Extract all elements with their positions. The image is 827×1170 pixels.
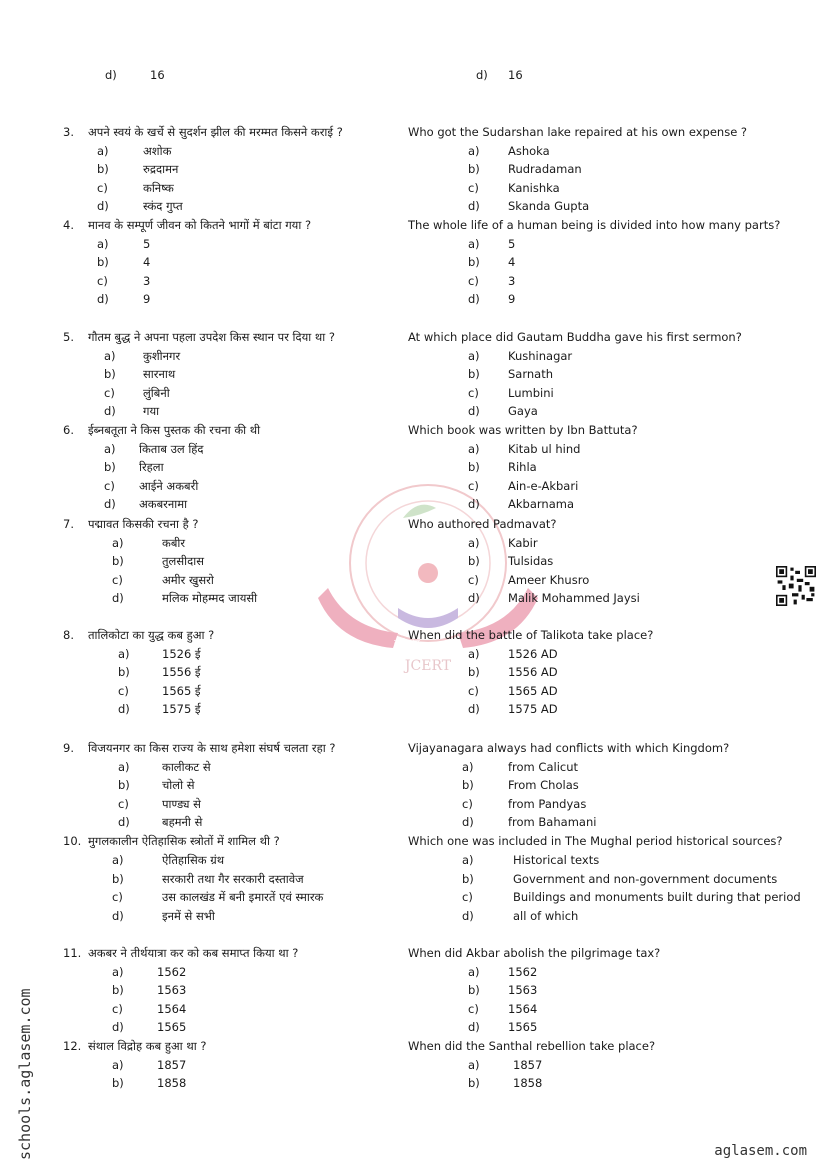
question-text-english: When did the Santhal rebellion take place? xyxy=(408,1039,656,1053)
option-letter-hindi: d) xyxy=(104,404,116,419)
option-letter-hindi: a) xyxy=(104,441,116,456)
option-letter-english: a) xyxy=(468,964,480,979)
question-text-hindi: तालिकोटा का युद्ध कब हुआ ? xyxy=(88,628,215,642)
option-letter-english: d) xyxy=(468,591,480,606)
option-text-english: Kanishka xyxy=(508,180,560,195)
option-text-hindi: उस कालखंड में बनी इमारतें एवं स्मारक xyxy=(162,890,324,905)
watermark-text: नवोन्मेष xyxy=(394,639,420,649)
option-text-english: Kabir xyxy=(508,535,538,550)
option-text-hindi: आईने अकबरी xyxy=(139,478,199,493)
option-text-hindi: स्कंद गुप्त xyxy=(143,199,183,214)
question-number: 11. xyxy=(63,946,82,960)
top-option-text-hi: 16 xyxy=(150,68,165,82)
option-letter-hindi: a) xyxy=(104,348,116,363)
option-letter-english: c) xyxy=(462,796,473,811)
option-text-english: Kushinagar xyxy=(508,348,573,363)
option-text-hindi: 1526 ई xyxy=(162,646,201,661)
option-letter-english: a) xyxy=(462,759,474,774)
option-text-english: 1575 AD xyxy=(508,702,558,717)
option-letter-hindi: a) xyxy=(112,964,124,979)
option-letter-english: b) xyxy=(468,162,480,177)
option-letter-english: a) xyxy=(468,143,480,158)
option-letter-hindi: b) xyxy=(97,162,109,177)
question-text-hindi: अकबर ने तीर्थयात्रा कर को कब समाप्त किया था ? xyxy=(88,946,299,960)
option-text-english: 1565 xyxy=(508,1020,538,1035)
option-text-hindi: तुलसीदास xyxy=(162,554,204,569)
option-letter-english: d) xyxy=(462,909,474,924)
option-letter-hindi: a) xyxy=(112,852,124,867)
option-text-hindi: लुंबिनी xyxy=(143,385,170,400)
option-text-english: 1857 xyxy=(513,1057,543,1072)
question-text-english: Which book was written by Ibn Battuta? xyxy=(408,423,638,437)
option-letter-english: c) xyxy=(462,890,473,905)
option-letter-hindi: b) xyxy=(112,983,124,998)
option-letter-english: b) xyxy=(468,460,480,475)
option-letter-hindi: b) xyxy=(112,871,124,886)
option-letter-english: d) xyxy=(468,497,480,512)
option-letter-english: b) xyxy=(468,367,480,382)
option-text-hindi: 9 xyxy=(143,292,151,307)
option-text-english: Ameer Khusro xyxy=(508,572,590,587)
question-number: 4. xyxy=(63,218,74,232)
question-number: 9. xyxy=(63,741,74,755)
option-letter-english: d) xyxy=(462,815,474,830)
question-text-english: Who authored Padmavat? xyxy=(408,517,557,531)
option-letter-english: d) xyxy=(468,404,480,419)
option-text-hindi: 1562 xyxy=(157,964,187,979)
question-text-hindi: संथाल विद्रोह कब हुआ था ? xyxy=(88,1039,207,1053)
question-text-hindi: गौतम बुद्ध ने अपना पहला उपदेश किस स्थान पर दिया था ? xyxy=(88,330,336,344)
option-text-english: Ain-e-Akbari xyxy=(508,478,579,493)
option-text-hindi: ऐतिहासिक ग्रंथ xyxy=(162,852,225,867)
option-letter-english: a) xyxy=(468,535,480,550)
option-letter-hindi: c) xyxy=(104,478,115,493)
option-text-hindi: 1857 xyxy=(157,1057,187,1072)
option-text-english: Skanda Gupta xyxy=(508,199,590,214)
option-text-english: Tulsidas xyxy=(508,554,554,569)
question-number: 5. xyxy=(63,330,74,344)
option-letter-english: b) xyxy=(468,665,480,680)
option-letter-hindi: a) xyxy=(97,143,109,158)
option-text-hindi: अमीर खुसरो xyxy=(162,572,214,587)
option-text-hindi: अकबरनामा xyxy=(139,497,188,512)
option-letter-hindi: c) xyxy=(112,572,123,587)
option-letter-hindi: d) xyxy=(118,815,130,830)
option-text-hindi: 1564 xyxy=(157,1001,187,1016)
option-text-hindi: 3 xyxy=(143,273,151,288)
option-letter-hindi: b) xyxy=(97,255,109,270)
option-letter-english: c) xyxy=(468,478,479,493)
option-text-english: from Bahamani xyxy=(508,815,597,830)
option-letter-english: d) xyxy=(468,702,480,717)
option-text-english: Akbarnama xyxy=(508,497,574,512)
option-text-english: Rudradaman xyxy=(508,162,582,177)
option-text-hindi: 1565 xyxy=(157,1020,187,1035)
option-letter-english: c) xyxy=(468,180,479,195)
question-number: 7. xyxy=(63,517,74,531)
option-letter-english: a) xyxy=(468,1057,480,1072)
question-text-english: The whole life of a human being is divided into how many parts? xyxy=(408,218,781,232)
option-text-hindi: 1563 xyxy=(157,983,187,998)
option-letter-english: d) xyxy=(468,292,480,307)
question-number: 8. xyxy=(63,628,74,642)
option-letter-hindi: c) xyxy=(104,385,115,400)
option-letter-english: b) xyxy=(468,983,480,998)
question-text-english: Vijayanagara always had conflicts with which Kingdom? xyxy=(408,741,730,755)
footer-url: aglasem.com xyxy=(714,1143,807,1159)
option-text-hindi: 4 xyxy=(143,255,151,270)
option-letter-english: a) xyxy=(468,646,480,661)
top-option-text-en: 16 xyxy=(508,68,523,82)
option-text-hindi: 1565 ई xyxy=(162,683,201,698)
option-letter-hindi: c) xyxy=(112,890,123,905)
option-text-hindi: चोलो से xyxy=(162,778,195,793)
question-text-hindi: विजयनगर का किस राज्य के साथ हमेशा संघर्ष चलता रहा ? xyxy=(88,741,336,755)
option-letter-hindi: a) xyxy=(118,646,130,661)
option-letter-hindi: d) xyxy=(104,497,116,512)
option-letter-hindi: d) xyxy=(112,591,124,606)
option-text-english: From Cholas xyxy=(508,778,579,793)
option-text-english: 1564 xyxy=(508,1001,538,1016)
option-text-english: Sarnath xyxy=(508,367,554,382)
option-text-hindi: बहमनी से xyxy=(162,815,203,830)
question-text-hindi: मानव के सम्पूर्ण जीवन को कितने भागों में बांटा गया ? xyxy=(88,218,312,232)
option-letter-english: c) xyxy=(468,1001,479,1016)
qr-code-icon xyxy=(776,566,816,606)
option-letter-english: c) xyxy=(468,385,479,400)
option-letter-hindi: d) xyxy=(112,1020,124,1035)
option-text-english: 1563 xyxy=(508,983,538,998)
question-number: 10. xyxy=(63,834,82,848)
option-letter-english: c) xyxy=(468,273,479,288)
question-text-english: At which place did Gautam Buddha gave his first sermon? xyxy=(408,330,742,344)
option-letter-english: b) xyxy=(462,871,474,886)
option-text-hindi: अशोक xyxy=(143,143,172,158)
option-text-english: Lumbini xyxy=(508,385,554,400)
option-letter-hindi: b) xyxy=(104,460,116,475)
option-text-hindi: पाण्ड्य से xyxy=(162,796,201,811)
option-text-english: Malik Mohammed Jaysi xyxy=(508,591,640,606)
option-letter-hindi: d) xyxy=(118,702,130,717)
option-letter-english: a) xyxy=(468,441,480,456)
option-letter-english: b) xyxy=(468,1076,480,1091)
option-text-hindi: कबीर xyxy=(162,535,186,550)
option-letter-hindi: b) xyxy=(112,554,124,569)
top-option-letter-en: d) xyxy=(476,68,488,82)
option-text-hindi: 1575 ई xyxy=(162,702,201,717)
option-text-english: 1858 xyxy=(513,1076,543,1091)
option-text-english: 9 xyxy=(508,292,516,307)
option-text-english: 1526 AD xyxy=(508,646,558,661)
option-text-english: all of which xyxy=(513,909,579,924)
option-letter-hindi: b) xyxy=(104,367,116,382)
question-text-hindi: अपने स्वयं के खर्चे से सुदर्शन झील की मरम्मत किसने कराई ? xyxy=(88,125,343,139)
option-letter-hindi: d) xyxy=(97,292,109,307)
question-number: 6. xyxy=(63,423,74,437)
option-text-english: Ashoka xyxy=(508,143,550,158)
option-letter-hindi: b) xyxy=(118,665,130,680)
option-text-hindi: कनिष्क xyxy=(143,180,174,195)
option-text-english: 1556 AD xyxy=(508,665,558,680)
question-text-hindi: मुगलकालीन ऐतिहासिक स्त्रोतों में शामिल थी ? xyxy=(88,834,280,848)
option-text-hindi: किताब उल हिंद xyxy=(139,441,204,456)
option-text-english: 1562 xyxy=(508,964,538,979)
question-text-hindi: ईब्नबतूता ने किस पुस्तक की रचना की थी xyxy=(88,423,261,437)
option-text-hindi: रिहला xyxy=(139,460,164,475)
watermark-caption: JCERT xyxy=(404,658,452,674)
option-letter-hindi: a) xyxy=(118,759,130,774)
option-text-english: Kitab ul hind xyxy=(508,441,581,456)
option-letter-hindi: b) xyxy=(118,778,130,793)
question-text-english: Who got the Sudarshan lake repaired at his own expense ? xyxy=(408,125,748,139)
option-text-english: 5 xyxy=(508,236,516,251)
question-text-english: Which one was included in The Mughal period historical sources? xyxy=(408,834,783,848)
option-letter-hindi: c) xyxy=(118,796,129,811)
option-letter-english: b) xyxy=(468,554,480,569)
option-letter-hindi: d) xyxy=(112,909,124,924)
option-text-hindi: इनमें से सभी xyxy=(162,909,215,924)
option-letter-english: a) xyxy=(462,852,474,867)
option-text-hindi: 1858 xyxy=(157,1076,187,1091)
option-letter-english: d) xyxy=(468,199,480,214)
option-text-hindi: 5 xyxy=(143,236,151,251)
option-text-hindi: कुशीनगर xyxy=(143,348,181,363)
option-letter-english: c) xyxy=(468,683,479,698)
question-text-hindi: पद्मावत किसकी रचना है ? xyxy=(88,517,199,531)
question-text-english: When did the battle of Talikota take place? xyxy=(408,628,654,642)
option-letter-english: c) xyxy=(468,572,479,587)
option-text-english: 3 xyxy=(508,273,516,288)
option-letter-hindi: c) xyxy=(97,273,108,288)
option-text-hindi: 1556 ई xyxy=(162,665,201,680)
option-text-english: 1565 AD xyxy=(508,683,558,698)
option-letter-hindi: b) xyxy=(112,1076,124,1091)
option-letter-hindi: d) xyxy=(97,199,109,214)
option-text-english: Government and non-government documents xyxy=(513,871,778,886)
question-number: 12. xyxy=(63,1039,82,1053)
option-text-english: from Calicut xyxy=(508,759,579,774)
option-letter-hindi: a) xyxy=(112,535,124,550)
option-text-hindi: रुद्रदामन xyxy=(143,162,179,177)
option-letter-hindi: a) xyxy=(97,236,109,251)
option-text-english: Rihla xyxy=(508,460,537,475)
option-letter-english: a) xyxy=(468,236,480,251)
side-watermark-url: schools.aglasem.com xyxy=(16,988,34,1160)
option-text-english: Buildings and monuments built during that period xyxy=(513,890,801,905)
option-letter-english: a) xyxy=(468,348,480,363)
option-text-english: 4 xyxy=(508,255,516,270)
option-text-hindi: मलिक मोहम्मद जायसी xyxy=(162,591,258,606)
option-letter-english: b) xyxy=(468,255,480,270)
question-number: 3. xyxy=(63,125,74,139)
option-letter-hindi: a) xyxy=(112,1057,124,1072)
option-letter-hindi: c) xyxy=(112,1001,123,1016)
option-letter-hindi: c) xyxy=(118,683,129,698)
option-text-hindi: सरकारी तथा गैर सरकारी दस्तावेज xyxy=(162,871,304,886)
option-text-english: from Pandyas xyxy=(508,796,587,811)
top-option-letter-hi: d) xyxy=(105,68,117,82)
option-letter-english: d) xyxy=(468,1020,480,1035)
option-letter-english: b) xyxy=(462,778,474,793)
option-text-english: Historical texts xyxy=(513,852,600,867)
option-text-hindi: सारनाथ xyxy=(143,367,176,382)
option-letter-hindi: c) xyxy=(97,180,108,195)
option-text-hindi: गया xyxy=(143,404,160,419)
option-text-hindi: कालीकट से xyxy=(162,759,211,774)
question-text-english: When did Akbar abolish the pilgrimage tax? xyxy=(408,946,661,960)
option-text-english: Gaya xyxy=(508,404,538,419)
